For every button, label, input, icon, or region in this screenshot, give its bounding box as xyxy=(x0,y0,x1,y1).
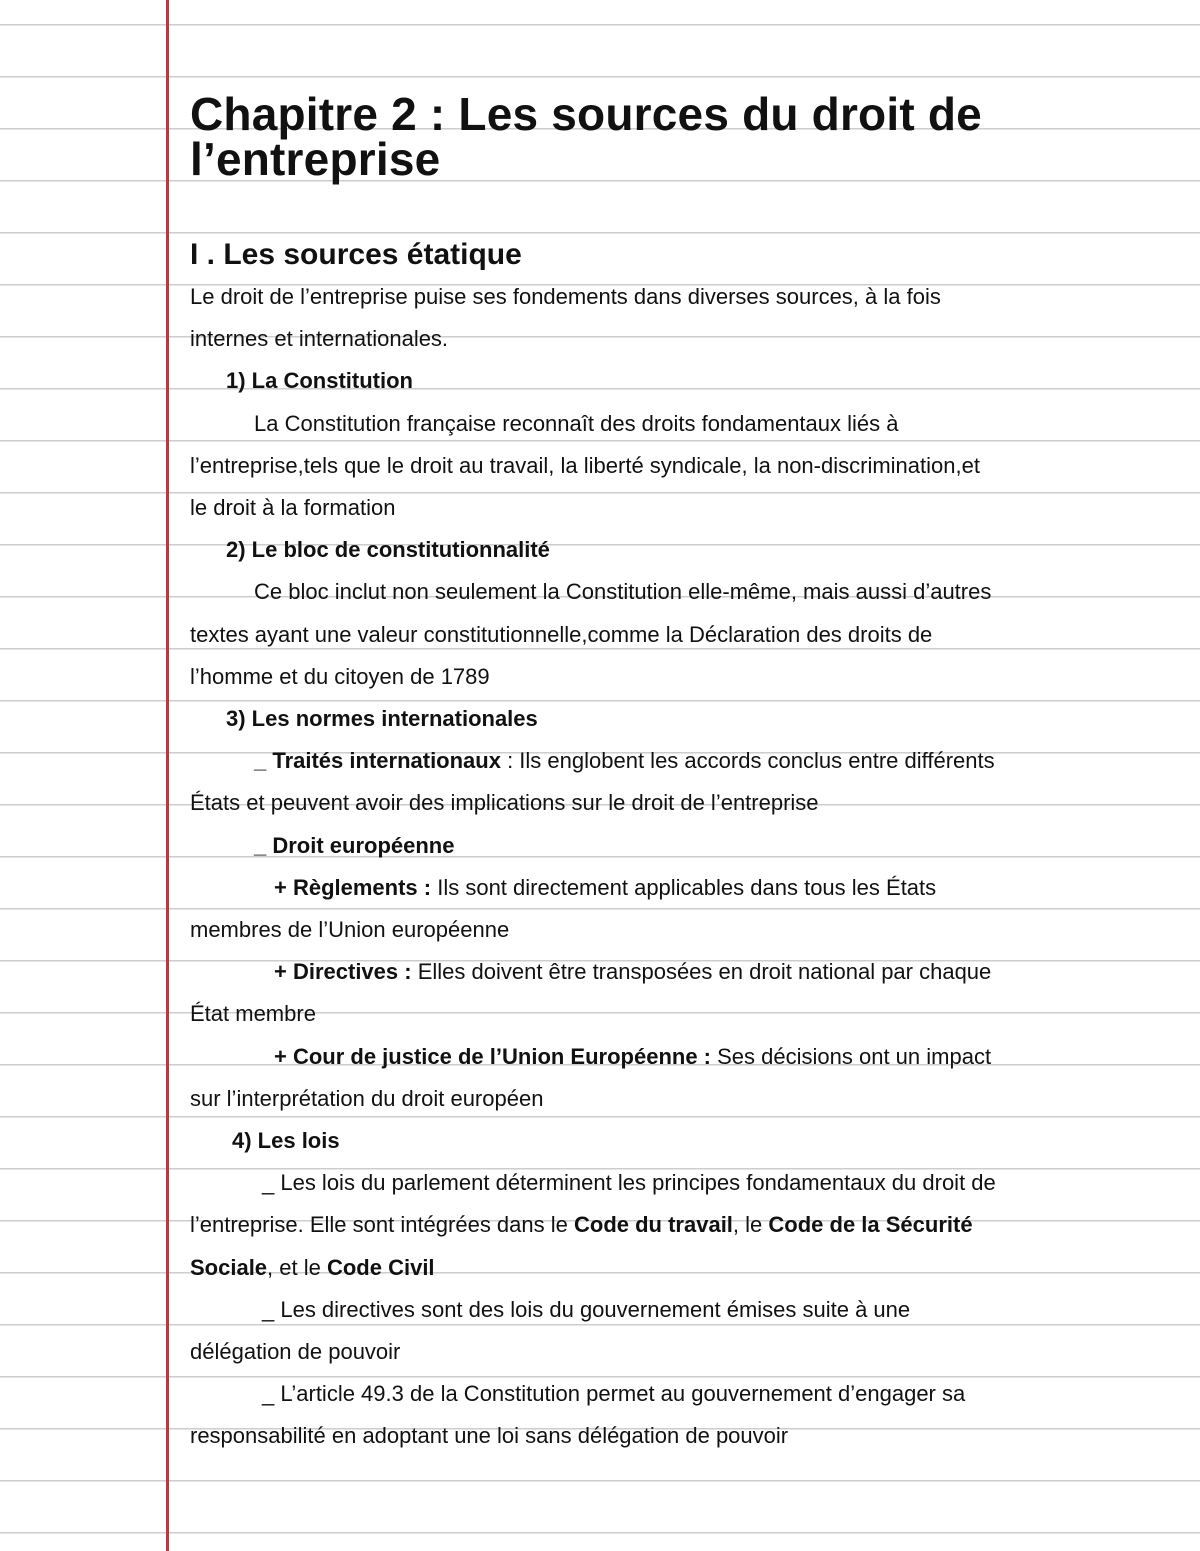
subsection-heading-lois: 4) Les lois xyxy=(232,1128,340,1154)
subsection-heading-constitution: 1) La Constitution xyxy=(226,368,413,394)
code-du-travail: Code du travail xyxy=(574,1212,733,1238)
text-span: , et le xyxy=(267,1254,327,1280)
paragraph-line: délégation de pouvoir xyxy=(190,1339,401,1365)
text-span: , le xyxy=(732,1212,769,1238)
list-item-reglements xyxy=(190,867,1140,909)
list-item-directives xyxy=(190,951,1140,993)
paragraph-line: La Constitution française reconnaît des droits fondamentaux liés à xyxy=(254,410,899,436)
paragraph-line: l’homme et du citoyen de 1789 xyxy=(190,663,490,689)
paragraph-line: Ce bloc inclut non seulement la Constitution elle-même, mais aussi d’autres xyxy=(254,579,992,605)
list-item-droit-europeen xyxy=(190,825,1140,867)
paragraph-line xyxy=(190,1204,1140,1246)
code-securite-sociale-cont: Sociale xyxy=(190,1254,268,1280)
notebook-margin-line xyxy=(166,0,169,1551)
code-civil: Code Civil xyxy=(326,1254,435,1280)
paragraph-line: sur l’interprétation du droit européen xyxy=(190,1085,544,1111)
subsection-heading-normes: 3) Les normes internationales xyxy=(226,706,538,732)
term-label: _ Droit européenne xyxy=(254,832,455,858)
term-label: + Cour de justice de l’Union Européenne : xyxy=(274,1043,712,1069)
term-label: + Règlements : xyxy=(274,874,438,900)
document-body xyxy=(190,88,1140,1458)
text-span: l’entreprise. Elle sont intégrées dans le xyxy=(190,1212,574,1238)
paragraph-line: _ Les lois du parlement déterminent les principes fondamentaux du droit de xyxy=(262,1170,996,1196)
intro-line-2: internes et internationales. xyxy=(190,326,449,352)
section-title: I . Les sources étatique xyxy=(190,238,522,271)
term-text: Elles doivent être transposées en droit national par chaque xyxy=(411,959,992,985)
paragraph-line: _ Les directives sont des lois du gouvernement émises suite à une xyxy=(262,1296,911,1322)
paragraph-line: État membre xyxy=(190,1001,316,1027)
term-text: Ses décisions ont un impact xyxy=(711,1043,992,1069)
list-item-cour-justice xyxy=(190,1036,1140,1078)
paragraph-line: responsabilité en adoptant une loi sans délégation de pouvoir xyxy=(190,1423,789,1449)
list-item-traites xyxy=(190,740,1140,782)
code-securite-sociale: Code de la Sécurité xyxy=(768,1212,973,1238)
paragraph-line: textes ayant une valeur constitutionnelle,comme la Déclaration des droits de xyxy=(190,621,933,647)
intro-line-1: Le droit de l’entreprise puise ses fondements dans diverses sources, à la fois xyxy=(190,284,941,309)
paragraph-line: le droit à la formation xyxy=(190,495,396,521)
term-label: _ Traités internationaux xyxy=(254,748,501,774)
chapter-title-line2: l’entreprise xyxy=(190,133,441,185)
chapter-title-line1: Chapitre 2 : Les sources du droit de xyxy=(190,88,982,140)
term-label: + Directives : xyxy=(274,959,412,985)
subsection-heading-bloc: 2) Le bloc de constitutionnalité xyxy=(226,537,550,563)
paragraph-line: _ L’article 49.3 de la Constitution permet au gouvernement d’engager sa xyxy=(262,1381,966,1407)
term-text: Ils sont directement applicables dans tous les États xyxy=(437,874,937,900)
paragraph-line: États et peuvent avoir des implications sur le droit de l’entreprise xyxy=(190,790,819,816)
paragraph-line: l’entreprise,tels que le droit au travail, la liberté syndicale, la non-discrimination,et xyxy=(190,452,980,478)
paragraph-line xyxy=(190,1247,1140,1289)
chapter-title xyxy=(190,88,1140,185)
paragraph-line: membres de l’Union européenne xyxy=(190,917,510,943)
term-text: : Ils englobent les accords conclus entre différents xyxy=(500,748,995,774)
